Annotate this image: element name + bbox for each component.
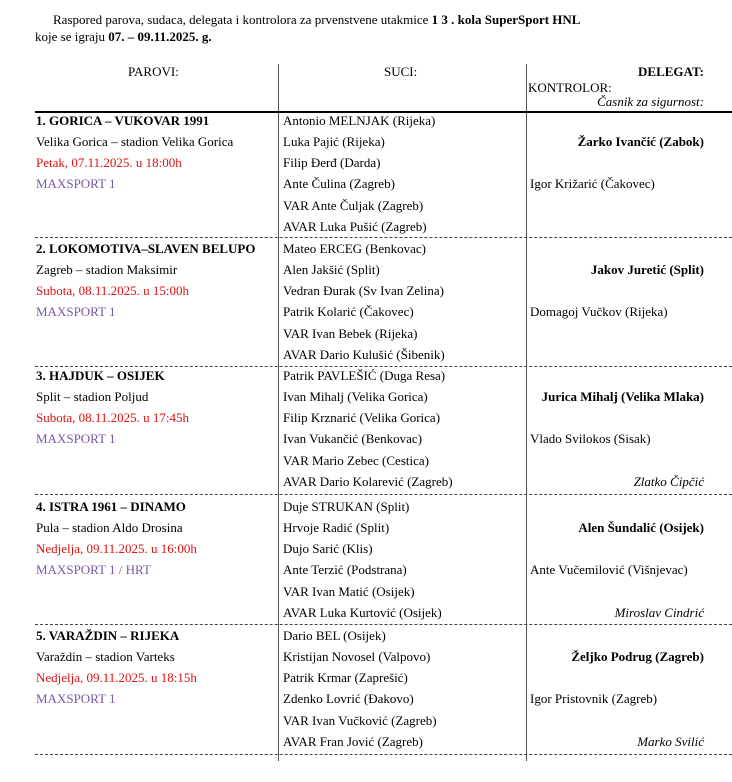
referee: AVAR Dario Kolarević (Zagreb) [283, 474, 453, 489]
referee: VAR Mario Zebec (Cestica) [283, 453, 429, 468]
referee: Patrik Kolarić (Čakovec) [283, 304, 414, 319]
match-date: Nedjelja, 09.11.2025. u 18:15h [36, 670, 197, 685]
match-tv: MAXSPORT 1 [36, 176, 116, 191]
match-tv: MAXSPORT 1 [36, 691, 116, 706]
referee: Ante Terzić (Podstrana) [283, 562, 407, 577]
header-suci: SUCI: [384, 64, 418, 79]
header-parovi: PAROVI: [128, 64, 179, 79]
match-venue: Pula – stadion Aldo Drosina [36, 520, 183, 535]
row-separator [35, 754, 732, 755]
column-divider-1 [278, 64, 279, 761]
delegate: Jakov Juretić (Split) [590, 262, 704, 277]
match-venue: Velika Gorica – stadion Velika Gorica [36, 134, 234, 149]
header-casnik: Časnik za sigurnost: [597, 94, 704, 109]
controller: Igor Križarić (Čakovec) [530, 176, 655, 191]
match-title: 1. GORICA – VUKOVAR 1991 [36, 113, 210, 128]
match-venue: Zagreb – stadion Maksimir [36, 262, 178, 277]
referee: Patrik Krmar (Zaprešić) [283, 670, 408, 685]
security-officer: Marko Svilić [637, 734, 704, 749]
referee: Mateo ERCEG (Benkovac) [283, 241, 426, 256]
match-title: 4. ISTRA 1961 – DINAMO [36, 499, 186, 514]
referee: Duje STRUKAN (Split) [283, 499, 410, 514]
match-date: Petak, 07.11.2025. u 18:00h [36, 155, 182, 170]
referee: VAR Ante Čuljak (Zagreb) [283, 198, 424, 213]
controller: Igor Pristovnik (Zagreb) [530, 691, 658, 706]
match-tv: MAXSPORT 1 / HRT [36, 562, 151, 577]
row-separator [35, 624, 732, 625]
referee: AVAR Fran Jović (Zagreb) [283, 734, 423, 749]
match-title: 5. VARAŽDIN – RIJEKA [36, 628, 180, 643]
security-officer: Zlatko Čipčić [633, 474, 704, 489]
intro-text [35, 11, 725, 45]
controller: Ante Vučemilović (Višnjevac) [530, 562, 688, 577]
referee: AVAR Luka Kurtović (Osijek) [283, 605, 442, 620]
referee: Alen Jakšić (Split) [283, 262, 380, 277]
match-date: Nedjelja, 09.11.2025. u 16:00h [36, 541, 197, 556]
row-separator [35, 237, 732, 238]
header-delegat: DELEGAT: [638, 64, 704, 79]
referee: AVAR Dario Kulušić (Šibenik) [283, 347, 445, 362]
referee: Filip Đerđ (Darda) [283, 155, 381, 170]
referee: VAR Ivan Vučković (Zagreb) [283, 713, 437, 728]
match-title: 3. HAJDUK – OSIJEK [36, 368, 165, 383]
referee: Ante Čulina (Zagreb) [283, 176, 395, 191]
referee: Patrik PAVLEŠIĆ (Duga Resa) [283, 368, 446, 383]
match-venue: Varaždin – stadion Varteks [36, 649, 175, 664]
row-separator [35, 494, 732, 495]
header-kontrolor: KONTROLOR: [528, 80, 612, 95]
referee: Dujo Sarić (Klis) [283, 541, 373, 556]
referee: Luka Pajić (Rijeka) [283, 134, 385, 149]
referee: VAR Ivan Matić (Osijek) [283, 584, 415, 599]
delegate: Alen Šundalić (Osijek) [578, 520, 704, 535]
delegate: Žarko Ivančić (Zabok) [577, 134, 704, 149]
referee: Kristijan Novosel (Valpovo) [283, 649, 431, 664]
row-separator [35, 366, 732, 367]
referee: Dario BEL (Osijek) [283, 628, 386, 643]
match-title: 2. LOKOMOTIVA–SLAVEN BELUPO [36, 241, 256, 256]
referee: Filip Krznarić (Velika Gorica) [283, 410, 441, 425]
security-officer: Miroslav Cindrić [614, 605, 704, 620]
referee: Zdenko Lovrić (Đakovo) [283, 691, 414, 706]
match-date: Subota, 08.11.2025. u 17:45h [36, 410, 189, 425]
referee: Hrvoje Radić (Split) [283, 520, 390, 535]
delegate: Jurica Mihalj (Velika Mlaka) [541, 389, 704, 404]
referee: VAR Ivan Bebek (Rijeka) [283, 326, 418, 341]
column-divider-2 [526, 64, 527, 761]
controller: Domagoj Vučkov (Rijeka) [530, 304, 668, 319]
referee: AVAR Luka Pušić (Zagreb) [283, 219, 427, 234]
intro-line-1: Raspored parova, sudaca, delegata i kontrolora za prvenstvene utakmice 1 3 . kola SuperSport HNL [53, 12, 581, 27]
referee: Antonio MELNJAK (Rijeka) [283, 113, 436, 128]
match-venue: Split – stadion Poljud [36, 389, 149, 404]
referee: Ivan Vukančić (Benkovac) [283, 431, 423, 446]
match-tv: MAXSPORT 1 [36, 304, 116, 319]
controller: Vlado Svilokos (Sisak) [530, 431, 651, 446]
match-date: Subota, 08.11.2025. u 15:00h [36, 283, 189, 298]
referee: Vedran Đurak (Sv Ivan Zelina) [283, 283, 444, 298]
delegate: Željko Podrug (Zagreb) [571, 649, 704, 664]
referee: Ivan Mihalj (Velika Gorica) [283, 389, 428, 404]
intro-line-2: koje se igraju 07. – 09.11.2025. g. [35, 29, 212, 44]
match-tv: MAXSPORT 1 [36, 431, 116, 446]
